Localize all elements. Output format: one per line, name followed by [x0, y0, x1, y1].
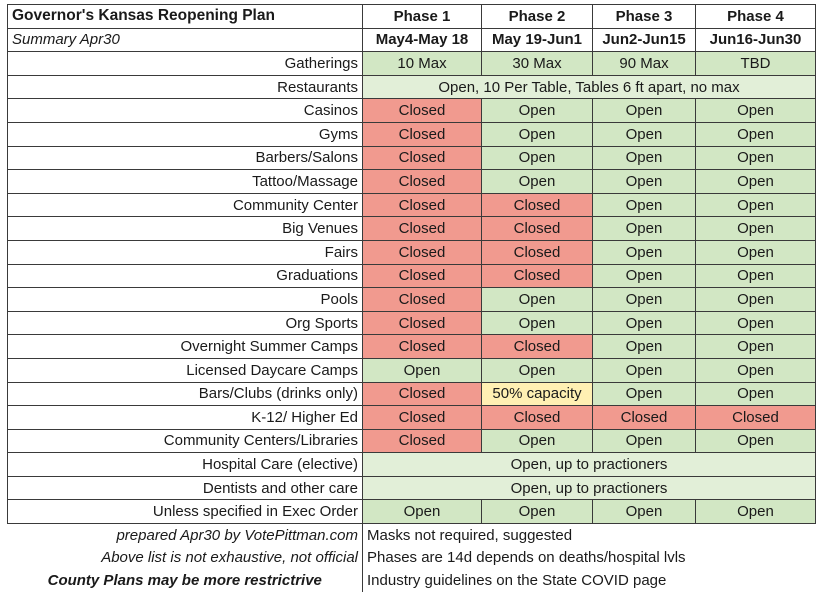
reopening-plan-sheet	[7, 4, 815, 592]
status-cell-phase-2: Open	[482, 500, 593, 524]
table-row	[8, 193, 816, 217]
status-cell-phase-4: Closed	[696, 406, 816, 430]
table-row	[8, 240, 816, 264]
phase-3-dates: Jun2-Jun15	[593, 28, 696, 52]
status-cell-phase-3: Open	[593, 429, 696, 453]
status-cell-phase-4: TBD	[696, 52, 816, 76]
status-cell-phase-1: Closed	[363, 382, 482, 406]
row-label: Community Center	[8, 193, 363, 217]
status-cell-phase-2: Open	[482, 358, 593, 382]
phase-1-dates: May4-May 18	[363, 28, 482, 52]
table-row	[8, 335, 816, 359]
status-cell-phase-3: Open	[593, 311, 696, 335]
row-label: Unless specified in Exec Order	[8, 500, 363, 524]
status-cell-phase-2: Closed	[482, 193, 593, 217]
status-cell-phase-1: Closed	[363, 193, 482, 217]
status-cell-phase-4: Open	[696, 99, 816, 123]
status-cell-phase-3: Open	[593, 500, 696, 524]
status-cell-phase-3: Open	[593, 358, 696, 382]
table-row	[8, 500, 816, 524]
row-label: Fairs	[8, 240, 363, 264]
status-cell-phase-2: Open	[482, 146, 593, 170]
status-cell-phase-2: Open	[482, 122, 593, 146]
row-label: Gyms	[8, 122, 363, 146]
table-row	[8, 311, 816, 335]
table-row	[8, 75, 816, 99]
table-row	[8, 453, 816, 477]
status-cell-phase-3: 90 Max	[593, 52, 696, 76]
status-cell-phase-1: Closed	[363, 288, 482, 312]
footer-note: Masks not required, suggested	[367, 526, 573, 544]
table-row	[8, 146, 816, 170]
plan-subtitle: Summary Apr30	[8, 28, 363, 52]
row-label: Overnight Summer Camps	[8, 335, 363, 359]
status-cell-phase-4: Open	[696, 264, 816, 288]
status-cell-phase-3: Open	[593, 193, 696, 217]
status-cell-phase-3: Closed	[593, 406, 696, 430]
status-cell-phase-4: Open	[696, 382, 816, 406]
status-cell-phase-3: Open	[593, 240, 696, 264]
status-cell-phase-4: Open	[696, 500, 816, 524]
status-cell-phase-3: Open	[593, 122, 696, 146]
row-label: Org Sports	[8, 311, 363, 335]
status-cell-phase-4: Open	[696, 170, 816, 194]
row-label: Casinos	[8, 99, 363, 123]
header-row-dates	[8, 28, 816, 52]
status-cell-phase-2: Closed	[482, 406, 593, 430]
table-row	[8, 358, 816, 382]
footer-label: County Plans may be more restrictrive	[8, 569, 363, 592]
status-cell-phase-3: Open	[593, 217, 696, 241]
status-cell-phase-3: Open	[593, 170, 696, 194]
phase-2-name: Phase 2	[482, 5, 593, 29]
footer-row	[8, 547, 816, 570]
status-cell-phase-2: Closed	[482, 335, 593, 359]
status-cell-phase-1: Closed	[363, 99, 482, 123]
header-row-phases	[8, 5, 816, 29]
status-cell-phase-2: 50% capacity	[482, 382, 593, 406]
status-cell-phase-4: Open	[696, 217, 816, 241]
table-row	[8, 406, 816, 430]
status-cell-phase-4: Open	[696, 429, 816, 453]
status-cell-phase-3: Open	[593, 288, 696, 312]
row-label: Barbers/Salons	[8, 146, 363, 170]
table-row	[8, 52, 816, 76]
status-cell-phase-1: Closed	[363, 146, 482, 170]
table-row	[8, 382, 816, 406]
status-cell-phase-2: Open	[482, 99, 593, 123]
status-cell-phase-1: Closed	[363, 170, 482, 194]
phase-4-name: Phase 4	[696, 5, 816, 29]
merged-status-cell: Open, 10 Per Table, Tables 6 ft apart, no max	[363, 75, 816, 99]
status-cell-phase-2: Open	[482, 311, 593, 335]
phase-2-dates: May 19-Jun1	[482, 28, 593, 52]
footer-label: prepared Apr30 by VotePittman.com	[8, 524, 363, 547]
status-cell-phase-4: Open	[696, 311, 816, 335]
table-row	[8, 476, 816, 500]
status-cell-phase-2: 30 Max	[482, 52, 593, 76]
row-label: Tattoo/Massage	[8, 170, 363, 194]
footer-row	[8, 524, 816, 547]
row-label: Community Centers/Libraries	[8, 429, 363, 453]
table-row	[8, 122, 816, 146]
phase-4-dates: Jun16-Jun30	[696, 28, 816, 52]
footer-note: Phases are 14d depends on deaths/hospital lvls	[367, 549, 686, 567]
status-cell-phase-4: Open	[696, 146, 816, 170]
status-cell-phase-4: Open	[696, 122, 816, 146]
row-label: Dentists and other care	[8, 476, 363, 500]
status-cell-phase-4: Open	[696, 288, 816, 312]
status-cell-phase-2: Closed	[482, 217, 593, 241]
table-row	[8, 429, 816, 453]
row-label: K-12/ Higher Ed	[8, 406, 363, 430]
status-cell-phase-1: Closed	[363, 335, 482, 359]
footer-label: Above list is not exhaustive, not official	[8, 547, 363, 570]
row-label: Gatherings	[8, 52, 363, 76]
status-cell-phase-1: Closed	[363, 240, 482, 264]
reopening-plan-table	[7, 4, 816, 592]
status-cell-phase-2: Closed	[482, 264, 593, 288]
status-cell-phase-1: Closed	[363, 311, 482, 335]
phase-1-name: Phase 1	[363, 5, 482, 29]
status-cell-phase-4: Open	[696, 240, 816, 264]
status-cell-phase-3: Open	[593, 146, 696, 170]
phase-3-name: Phase 3	[593, 5, 696, 29]
table-row	[8, 288, 816, 312]
table-row	[8, 170, 816, 194]
row-label: Pools	[8, 288, 363, 312]
footer-note: Industry guidelines on the State COVID page	[367, 572, 667, 590]
status-cell-phase-2: Open	[482, 429, 593, 453]
status-cell-phase-3: Open	[593, 335, 696, 359]
status-cell-phase-4: Open	[696, 193, 816, 217]
status-cell-phase-1: Closed	[363, 122, 482, 146]
status-cell-phase-3: Open	[593, 264, 696, 288]
status-cell-phase-4: Open	[696, 335, 816, 359]
row-label: Licensed Daycare Camps	[8, 358, 363, 382]
row-label: Hospital Care (elective)	[8, 453, 363, 477]
table-row	[8, 264, 816, 288]
status-cell-phase-2: Closed	[482, 240, 593, 264]
merged-status-cell: Open, up to practioners	[363, 476, 816, 500]
table-row	[8, 99, 816, 123]
plan-title: Governor's Kansas Reopening Plan	[8, 5, 363, 29]
status-cell-phase-2: Open	[482, 170, 593, 194]
status-cell-phase-1: Closed	[363, 217, 482, 241]
table-row	[8, 217, 816, 241]
row-label: Big Venues	[8, 217, 363, 241]
status-cell-phase-2: Open	[482, 288, 593, 312]
status-cell-phase-4: Open	[696, 358, 816, 382]
row-label: Restaurants	[8, 75, 363, 99]
row-label: Bars/Clubs (drinks only)	[8, 382, 363, 406]
footer-row	[8, 569, 816, 592]
status-cell-phase-1: Open	[363, 500, 482, 524]
merged-status-cell: Open, up to practioners	[363, 453, 816, 477]
status-cell-phase-3: Open	[593, 99, 696, 123]
status-cell-phase-1: Closed	[363, 264, 482, 288]
status-cell-phase-1: Closed	[363, 406, 482, 430]
status-cell-phase-1: Closed	[363, 429, 482, 453]
status-cell-phase-1: Open	[363, 358, 482, 382]
status-cell-phase-3: Open	[593, 382, 696, 406]
status-cell-phase-1: 10 Max	[363, 52, 482, 76]
row-label: Graduations	[8, 264, 363, 288]
